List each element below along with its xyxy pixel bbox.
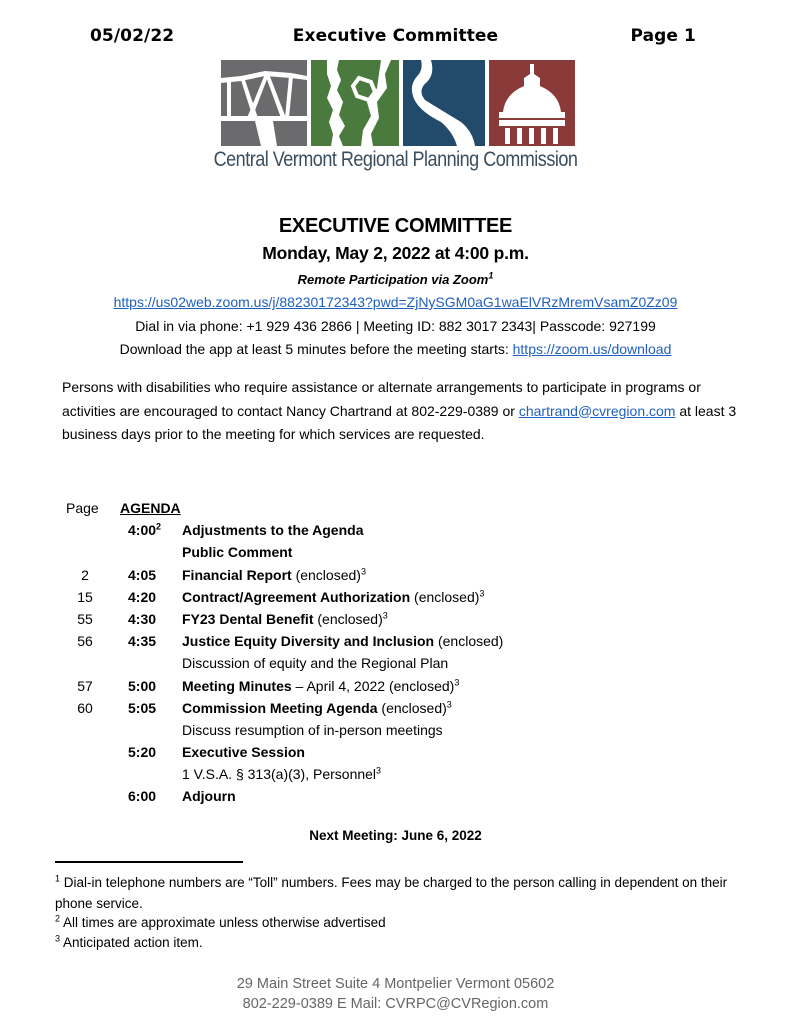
agenda-item-title: Public Comment [182,544,293,561]
header-date: 05/02/22 [90,26,175,46]
agenda-item [182,741,305,763]
contact-email-link[interactable]: chartrand@cvregion.com [518,402,676,419]
download-line [0,341,791,357]
vermont-map-icon [311,60,399,146]
agenda-time-value: 6:00 [128,788,157,805]
agenda-page-number: 15 [77,588,93,605]
footnote-text: Dial-in telephone numbers are “Toll” numbers. Fees may be charged to the person calling in dependent on their phone service. [55,875,728,911]
agenda-time [128,586,156,608]
footnote-ref: 3 [446,699,452,710]
zoom-meeting-link[interactable]: https://us02web.zoom.us/j/88230172343?pwd=ZjNySGM0aG1waElVRzMremVsamZ0Zz09 [113,294,678,310]
agenda-time [128,675,156,697]
dial-in-info: Dial in via phone: +1 929 436 2866 | Meeting ID: 882 3017 2343| Passcode: 927199 [135,318,656,334]
footer-contact: 802-229-0389 E Mail: CVRPC@CVRegion.com [242,996,549,1012]
agenda-time-value: 5:05 [128,699,157,716]
agenda-item [182,586,484,608]
agenda-item [182,652,448,674]
agenda-time [128,697,156,719]
footnote-ref: 3 [382,610,388,621]
agenda-item-title: Meeting Minutes [182,677,292,694]
agenda-time [128,608,156,630]
agenda-item [182,675,459,697]
footnote-ref: 1 [488,270,494,281]
agenda-item [182,519,364,541]
agenda-item-title: Executive Session [182,744,305,761]
header-page-number: Page 1 [630,26,696,46]
agenda-time [128,564,156,586]
agenda-time-value: 4:35 [128,633,157,650]
organization-name: Central Vermont Regional Planning Commission [213,148,578,171]
agenda-page-number: 2 [81,566,89,583]
agenda-time-value: 4:20 [128,588,157,605]
accessibility-notice [62,376,742,447]
agenda-time [128,741,156,763]
zoom-link-line [0,294,791,310]
cvrpc-logo [221,60,575,146]
footnote-number: 1 [55,873,61,884]
footnote-text: Anticipated action item. [60,935,203,950]
download-text: Download the app at least 5 minutes before the meeting starts: [119,341,513,357]
remote-participation-label [0,272,791,287]
footnote-text: All times are approximate unless otherwise advertised [60,915,386,930]
agenda-item [182,630,503,652]
agenda-time [128,519,161,541]
agenda-item-title: FY23 Dental Benefit [182,610,314,627]
agenda-page-number: 60 [77,699,93,716]
agenda-item [182,719,443,741]
agenda-time-value: 5:00 [128,677,157,694]
remote-label-text: Remote Participation via Zoom [297,272,489,287]
footnote-ref: 3 [454,676,460,687]
footnote-3 [55,933,735,954]
agenda-item-detail: (enclosed) [410,588,480,605]
footnote-ref: 3 [376,765,382,776]
agenda-item [182,564,366,586]
meeting-title: EXECUTIVE COMMITTEE [278,215,513,237]
footnote-ref: 3 [360,565,366,576]
footnote-1 [55,873,735,914]
agenda-item-detail: Discussion of equity and the Regional Plan [182,655,449,672]
meeting-datetime: Monday, May 2, 2022 at 4:00 p.m. [262,243,529,263]
agenda-item-title: Commission Meeting Agenda [182,699,378,716]
agenda-time-value: 4:30 [128,610,157,627]
agenda-item-detail: (enclosed) [434,633,504,650]
agenda-item [182,785,236,807]
accessibility-text-before: Persons with disabilities who require assistance or alternate arrangements to participate in programs or activities are encouraged to contact Nancy Chartrand at 802-229-0389 or [62,379,701,419]
agenda-page-number: 55 [77,610,93,627]
agenda-item-detail: 1 V.S.A. § 313(a)(3), Personnel [182,766,377,783]
page-column-header: Page [66,500,99,516]
agenda-item [182,541,292,563]
footnote-number: 3 [55,933,61,944]
agenda-item-title: Contract/Agreement Authorization [182,588,411,605]
agenda-time-value: 5:20 [128,744,157,761]
agenda-item-detail: (enclosed) [291,566,361,583]
accessibility-text-after: at least 3 business days prior to the meeting for which services are requested. [62,402,737,442]
agenda-item-title: Adjustments to the Agenda [182,522,364,539]
footnote-ref: 2 [156,521,162,532]
footnote-divider [55,861,243,863]
header-title: Executive Committee [292,26,499,46]
agenda-time-value: 4:00 [128,522,157,539]
agenda-time-value: 4:05 [128,566,157,583]
capitol-dome-icon [489,60,575,146]
agenda-item [182,608,388,630]
footnote-number: 2 [55,913,61,924]
next-meeting: Next Meeting: June 6, 2022 [309,828,482,843]
agenda-item-title: Financial Report [182,566,292,583]
agenda-item-detail: (enclosed) [377,699,447,716]
footnote-ref: 3 [479,588,485,599]
agenda-item-detail: – April 4, 2022 (enclosed) [291,677,455,694]
agenda-time [128,630,156,652]
agenda-item-detail: (enclosed) [313,610,383,627]
agenda-item [182,763,381,785]
zoom-download-link[interactable]: https://zoom.us/download [512,341,672,357]
footer-address: 29 Main Street Suite 4 Montpelier Vermont 05602 [236,976,555,992]
footnote-2 [55,913,735,934]
agenda-page-number: 56 [77,633,93,650]
river-icon [403,60,485,146]
agenda-item [182,697,452,719]
agenda-page-number: 57 [77,677,93,694]
bridge-icon [221,60,307,146]
agenda-time [128,785,156,807]
agenda-item-title: Justice Equity Diversity and Inclusion [182,633,435,650]
agenda-item-title: Adjourn [182,788,236,805]
agenda-item-detail: Discuss resumption of in-person meetings [182,721,443,738]
agenda-heading: AGENDA [120,500,181,516]
